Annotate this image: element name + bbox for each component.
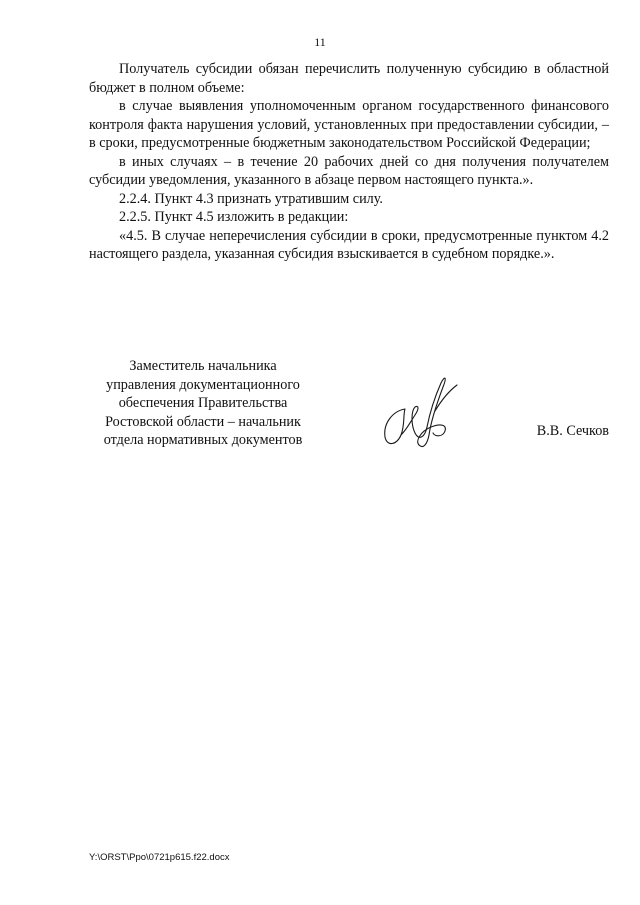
paragraph-recipient-obligation: Получатель субсидии обязан перечислить полученную субсидию в областной бюджет в полном объеме:	[89, 61, 609, 96]
page-number: 11	[314, 35, 326, 49]
paragraph-item-4-5: «4.5. В случае неперечисления субсидии в сроки, предусмотренные пунктом 4.2 настоящего раздела, указанная субсидия взыскивается в судебном порядке.».	[89, 227, 609, 262]
signer-name: В.В. Сечков	[536, 423, 609, 439]
footer-file-path: Y:\ORST\Ppo\0721p615.f22.docx	[89, 852, 230, 863]
signer-title-line: обеспечения Правительства	[118, 395, 288, 411]
signer-title-line: Заместитель начальника	[129, 358, 277, 374]
paragraph-item-2-2-5: 2.2.5. Пункт 4.5 изложить в редакции:	[119, 209, 349, 225]
signer-title	[89, 357, 317, 450]
signer-title-line: управления документационного	[106, 376, 300, 393]
signature-block	[89, 357, 609, 457]
paragraph-violation-case: в случае выявления уполномоченным органом государственного финансового контроля факта нарушения условий, установленных при предоставлении субсидии, – в сроки, предусмотренные бюджетным законодательством Российской Федерации;	[89, 98, 609, 151]
paragraph-other-cases: в иных случаях – в течение 20 рабочих дней со дня получения получателем субсидии уведомления, указанного в абзаце первом настоящего пункта.».	[89, 153, 609, 188]
paragraph-item-2-2-4: 2.2.4. Пункт 4.3 признать утратившим силу.	[119, 190, 383, 207]
signer-title-line: отдела нормативных документов	[103, 432, 303, 448]
document-body	[89, 60, 609, 264]
handwritten-signature	[375, 371, 461, 451]
signer-title-line: Ростовской области – начальник	[105, 413, 301, 430]
